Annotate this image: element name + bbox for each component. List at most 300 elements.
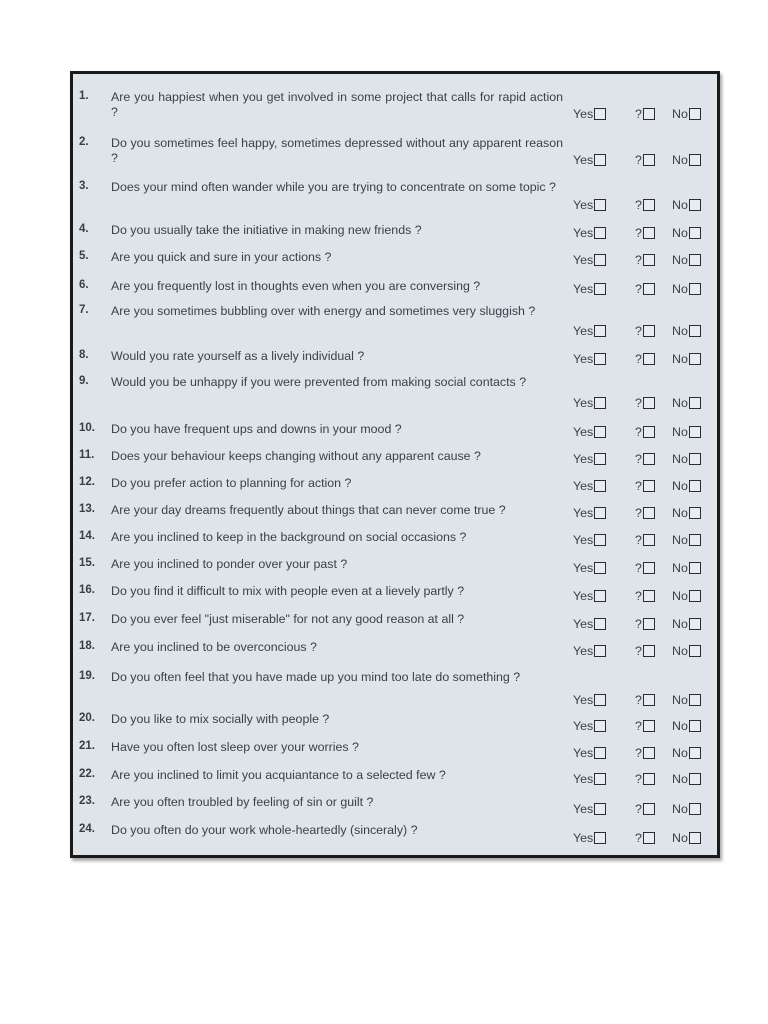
question-number: 8. bbox=[79, 349, 89, 361]
answer-yes[interactable] bbox=[573, 451, 606, 467]
answer-yes[interactable] bbox=[573, 616, 606, 632]
answer-unsure-label: ? bbox=[635, 282, 642, 296]
answer-unsure[interactable] bbox=[635, 718, 655, 734]
answer-yes-label: Yes bbox=[573, 324, 594, 338]
answer-no-label: No bbox=[672, 198, 688, 212]
question-row bbox=[73, 640, 717, 659]
question-text: Do you often do your work whole-heartedly (sinceraly) ? bbox=[111, 823, 418, 837]
answer-unsure-label: ? bbox=[635, 693, 642, 707]
answer-yes[interactable] bbox=[573, 532, 606, 548]
answer-yes[interactable] bbox=[573, 588, 606, 604]
question-number: 18. bbox=[79, 640, 95, 652]
answer-yes-checkbox[interactable] bbox=[594, 720, 606, 732]
question-text: Do you prefer action to planning for action ? bbox=[111, 476, 352, 490]
answer-unsure[interactable] bbox=[635, 351, 655, 367]
question-text: Do you usually take the initiative in making new friends ? bbox=[111, 223, 422, 237]
answer-unsure-label: ? bbox=[635, 746, 642, 760]
answer-unsure[interactable] bbox=[635, 424, 655, 440]
answer-options bbox=[573, 451, 717, 467]
question-number: 17. bbox=[79, 612, 95, 624]
answer-no-checkbox[interactable] bbox=[689, 773, 701, 785]
answer-unsure-label: ? bbox=[635, 719, 642, 733]
answer-no[interactable] bbox=[672, 424, 701, 440]
answer-unsure[interactable] bbox=[635, 323, 655, 339]
answer-yes-label: Yes bbox=[573, 533, 594, 547]
answer-unsure[interactable] bbox=[635, 692, 655, 708]
answer-options bbox=[573, 532, 717, 548]
answer-no-checkbox[interactable] bbox=[689, 397, 701, 409]
answer-yes-checkbox[interactable] bbox=[594, 353, 606, 365]
answer-yes[interactable] bbox=[573, 252, 606, 268]
answer-options bbox=[573, 395, 717, 411]
answer-no-checkbox[interactable] bbox=[689, 154, 701, 166]
answer-unsure-label: ? bbox=[635, 253, 642, 267]
answer-options bbox=[573, 197, 717, 213]
answer-unsure-label: ? bbox=[635, 479, 642, 493]
question-text: Does your mind often wander while you are trying to concentrate on some topic ? bbox=[111, 180, 556, 194]
answer-yes-label: Yes bbox=[573, 452, 594, 466]
answer-yes-checkbox[interactable] bbox=[594, 694, 606, 706]
answer-no-checkbox[interactable] bbox=[689, 325, 701, 337]
question-row bbox=[73, 584, 717, 604]
answer-options bbox=[573, 801, 717, 817]
question-row bbox=[73, 422, 717, 440]
question-row bbox=[73, 476, 717, 494]
answer-options bbox=[573, 424, 717, 440]
answer-no[interactable] bbox=[672, 323, 701, 339]
answer-no-checkbox[interactable] bbox=[689, 283, 701, 295]
answer-yes-label: Yes bbox=[573, 719, 594, 733]
answer-no-checkbox[interactable] bbox=[689, 507, 701, 519]
answer-yes-checkbox[interactable] bbox=[594, 832, 606, 844]
answer-no-label: No bbox=[672, 802, 688, 816]
answer-options bbox=[573, 588, 717, 604]
answer-no[interactable] bbox=[672, 106, 701, 122]
question-text: Are you inclined to limit you acquiantance to a selected few ? bbox=[111, 768, 446, 782]
answer-unsure-label: ? bbox=[635, 831, 642, 845]
answer-yes-label: Yes bbox=[573, 226, 594, 240]
answer-unsure-checkbox[interactable] bbox=[643, 534, 655, 546]
answer-yes[interactable] bbox=[573, 424, 606, 440]
answer-yes[interactable] bbox=[573, 106, 606, 122]
question-number: 22. bbox=[79, 768, 95, 780]
answer-options bbox=[573, 718, 717, 734]
answer-no-checkbox[interactable] bbox=[689, 803, 701, 815]
answer-yes-checkbox[interactable] bbox=[594, 426, 606, 438]
answer-no[interactable] bbox=[672, 395, 701, 411]
answer-no-label: No bbox=[672, 533, 688, 547]
answer-options bbox=[573, 745, 717, 761]
answer-no[interactable] bbox=[672, 225, 701, 241]
answer-yes[interactable] bbox=[573, 152, 606, 168]
answer-unsure-label: ? bbox=[635, 644, 642, 658]
answer-yes-checkbox[interactable] bbox=[594, 618, 606, 630]
answer-yes-checkbox[interactable] bbox=[594, 803, 606, 815]
answer-no[interactable] bbox=[672, 718, 701, 734]
question-text: Are you quick and sure in your actions ? bbox=[111, 250, 332, 264]
answer-unsure[interactable] bbox=[635, 643, 655, 659]
answer-no-label: No bbox=[672, 153, 688, 167]
answer-unsure-checkbox[interactable] bbox=[643, 108, 655, 120]
answer-no-checkbox[interactable] bbox=[689, 199, 701, 211]
answer-yes-checkbox[interactable] bbox=[594, 227, 606, 239]
question-row bbox=[73, 279, 717, 297]
answer-unsure-checkbox[interactable] bbox=[643, 720, 655, 732]
answer-yes[interactable] bbox=[573, 225, 606, 241]
answer-unsure[interactable] bbox=[635, 745, 655, 761]
answer-unsure[interactable] bbox=[635, 505, 655, 521]
answer-no[interactable] bbox=[672, 505, 701, 521]
answer-unsure[interactable] bbox=[635, 478, 655, 494]
answer-yes[interactable] bbox=[573, 197, 606, 213]
answer-unsure[interactable] bbox=[635, 616, 655, 632]
question-number: 7. bbox=[79, 304, 89, 316]
answer-unsure[interactable] bbox=[635, 830, 655, 846]
answer-unsure[interactable] bbox=[635, 588, 655, 604]
answer-yes-label: Yes bbox=[573, 425, 594, 439]
question-row bbox=[73, 375, 717, 411]
question-row bbox=[73, 449, 717, 467]
answer-no-checkbox[interactable] bbox=[689, 694, 701, 706]
answer-unsure-label: ? bbox=[635, 198, 642, 212]
answer-no[interactable] bbox=[672, 152, 701, 168]
answer-no-checkbox[interactable] bbox=[689, 645, 701, 657]
answer-yes[interactable] bbox=[573, 830, 606, 846]
answer-unsure-checkbox[interactable] bbox=[643, 199, 655, 211]
question-number: 13. bbox=[79, 503, 95, 515]
answer-yes-checkbox[interactable] bbox=[594, 108, 606, 120]
answer-unsure-label: ? bbox=[635, 533, 642, 547]
question-number: 6. bbox=[79, 279, 89, 291]
answer-no[interactable] bbox=[672, 252, 701, 268]
answer-unsure-checkbox[interactable] bbox=[643, 254, 655, 266]
answer-no-label: No bbox=[672, 425, 688, 439]
answer-unsure-label: ? bbox=[635, 107, 642, 121]
answer-no-checkbox[interactable] bbox=[689, 254, 701, 266]
answer-unsure-label: ? bbox=[635, 589, 642, 603]
question-number: 14. bbox=[79, 530, 95, 542]
answer-yes[interactable] bbox=[573, 643, 606, 659]
answer-unsure-label: ? bbox=[635, 561, 642, 575]
question-row bbox=[73, 136, 717, 168]
question-number: 11. bbox=[79, 449, 95, 461]
answer-yes[interactable] bbox=[573, 692, 606, 708]
answer-unsure[interactable] bbox=[635, 395, 655, 411]
answer-no-checkbox[interactable] bbox=[689, 720, 701, 732]
answer-no[interactable] bbox=[672, 801, 701, 817]
question-text: Do you often feel that you have made up you mind too late do something ? bbox=[111, 670, 521, 684]
answer-no[interactable] bbox=[672, 616, 701, 632]
answer-yes-checkbox[interactable] bbox=[594, 773, 606, 785]
answer-no-label: No bbox=[672, 644, 688, 658]
question-number: 15. bbox=[79, 557, 95, 569]
answer-no-checkbox[interactable] bbox=[689, 618, 701, 630]
answer-unsure-label: ? bbox=[635, 226, 642, 240]
answer-no[interactable] bbox=[672, 692, 701, 708]
answer-unsure-checkbox[interactable] bbox=[643, 426, 655, 438]
answer-yes-checkbox[interactable] bbox=[594, 199, 606, 211]
answer-unsure-label: ? bbox=[635, 506, 642, 520]
answer-no-checkbox[interactable] bbox=[689, 227, 701, 239]
answer-unsure-checkbox[interactable] bbox=[643, 747, 655, 759]
answer-options bbox=[573, 252, 717, 268]
answer-no-checkbox[interactable] bbox=[689, 453, 701, 465]
question-row bbox=[73, 712, 717, 734]
answer-unsure-checkbox[interactable] bbox=[643, 154, 655, 166]
answer-yes-checkbox[interactable] bbox=[594, 325, 606, 337]
question-row bbox=[73, 612, 717, 632]
answer-no-checkbox[interactable] bbox=[689, 353, 701, 365]
question-row bbox=[73, 795, 717, 817]
answer-yes[interactable] bbox=[573, 351, 606, 367]
question-row bbox=[73, 557, 717, 576]
answer-unsure-label: ? bbox=[635, 425, 642, 439]
question-row bbox=[73, 670, 717, 708]
answer-no[interactable] bbox=[672, 560, 701, 576]
question-row bbox=[73, 349, 717, 367]
answer-no-label: No bbox=[672, 772, 688, 786]
answer-unsure-checkbox[interactable] bbox=[643, 353, 655, 365]
answer-no-label: No bbox=[672, 282, 688, 296]
answer-yes[interactable] bbox=[573, 281, 606, 297]
question-text: Do you have frequent ups and downs in your mood ? bbox=[111, 422, 402, 436]
answer-unsure[interactable] bbox=[635, 281, 655, 297]
question-number: 3. bbox=[79, 180, 89, 192]
answer-yes-label: Yes bbox=[573, 253, 594, 267]
answer-unsure-label: ? bbox=[635, 396, 642, 410]
answer-unsure-label: ? bbox=[635, 153, 642, 167]
answer-yes[interactable] bbox=[573, 771, 606, 787]
answer-yes-label: Yes bbox=[573, 153, 594, 167]
answer-unsure-label: ? bbox=[635, 617, 642, 631]
question-text: Do you ever feel "just miserable" for not any good reason at all ? bbox=[111, 612, 465, 626]
answer-unsure[interactable] bbox=[635, 252, 655, 268]
answer-yes-checkbox[interactable] bbox=[594, 397, 606, 409]
answer-no-checkbox[interactable] bbox=[689, 534, 701, 546]
answer-options bbox=[573, 560, 717, 576]
question-text: Do you sometimes feel happy, sometimes depressed without any apparent reason ? bbox=[111, 136, 563, 165]
answer-yes[interactable] bbox=[573, 718, 606, 734]
answer-yes-label: Yes bbox=[573, 479, 594, 493]
answer-no-checkbox[interactable] bbox=[689, 832, 701, 844]
answer-no-checkbox[interactable] bbox=[689, 562, 701, 574]
answer-no-checkbox[interactable] bbox=[689, 480, 701, 492]
answer-no-label: No bbox=[672, 352, 688, 366]
answer-unsure-label: ? bbox=[635, 324, 642, 338]
answer-options bbox=[573, 771, 717, 787]
answer-no[interactable] bbox=[672, 588, 701, 604]
answer-no-label: No bbox=[672, 831, 688, 845]
answer-unsure[interactable] bbox=[635, 197, 655, 213]
question-row bbox=[73, 530, 717, 548]
question-text: Have you often lost sleep over your worries ? bbox=[111, 740, 359, 754]
answer-unsure[interactable] bbox=[635, 225, 655, 241]
question-row bbox=[73, 90, 717, 122]
question-number: 19. bbox=[79, 670, 95, 682]
answer-yes-label: Yes bbox=[573, 802, 594, 816]
question-text: Are you inclined to keep in the background on social occasions ? bbox=[111, 530, 467, 544]
question-number: 4. bbox=[79, 223, 89, 235]
answer-yes[interactable] bbox=[573, 395, 606, 411]
answer-yes-label: Yes bbox=[573, 561, 594, 575]
answer-no[interactable] bbox=[672, 643, 701, 659]
question-row bbox=[73, 304, 717, 339]
answer-unsure-label: ? bbox=[635, 802, 642, 816]
answer-no-label: No bbox=[672, 452, 688, 466]
answer-yes-checkbox[interactable] bbox=[594, 562, 606, 574]
question-text: Are you frequently lost in thoughts even when you are conversing ? bbox=[111, 279, 481, 293]
question-number: 12. bbox=[79, 476, 95, 488]
question-number: 16. bbox=[79, 584, 95, 596]
answer-options bbox=[573, 505, 717, 521]
answer-yes[interactable] bbox=[573, 801, 606, 817]
answer-unsure-checkbox[interactable] bbox=[643, 590, 655, 602]
answer-unsure[interactable] bbox=[635, 771, 655, 787]
question-row bbox=[73, 503, 717, 521]
answer-unsure-checkbox[interactable] bbox=[643, 397, 655, 409]
answer-unsure-checkbox[interactable] bbox=[643, 453, 655, 465]
answer-no-label: No bbox=[672, 617, 688, 631]
answer-no-label: No bbox=[672, 506, 688, 520]
answer-no-label: No bbox=[672, 479, 688, 493]
question-number: 9. bbox=[79, 375, 89, 387]
answer-options bbox=[573, 281, 717, 297]
answer-yes-label: Yes bbox=[573, 396, 594, 410]
answer-yes[interactable] bbox=[573, 745, 606, 761]
answer-unsure[interactable] bbox=[635, 801, 655, 817]
answer-unsure-label: ? bbox=[635, 352, 642, 366]
question-number: 24. bbox=[79, 823, 95, 835]
answer-no-checkbox[interactable] bbox=[689, 590, 701, 602]
answer-yes-checkbox[interactable] bbox=[594, 283, 606, 295]
answer-yes[interactable] bbox=[573, 323, 606, 339]
answer-yes-label: Yes bbox=[573, 198, 594, 212]
answer-no[interactable] bbox=[672, 830, 701, 846]
answer-unsure-checkbox[interactable] bbox=[643, 480, 655, 492]
question-text: Would you rate yourself as a lively individual ? bbox=[111, 349, 365, 363]
answer-no[interactable] bbox=[672, 745, 701, 761]
answer-yes-checkbox[interactable] bbox=[594, 590, 606, 602]
answer-unsure-checkbox[interactable] bbox=[643, 773, 655, 785]
question-text: Would you be unhappy if you were prevented from making social contacts ? bbox=[111, 375, 527, 389]
answer-no[interactable] bbox=[672, 351, 701, 367]
question-text: Does your behaviour keeps changing without any apparent cause ? bbox=[111, 449, 481, 463]
answer-no-label: No bbox=[672, 561, 688, 575]
answer-options bbox=[573, 351, 717, 367]
question-row bbox=[73, 768, 717, 787]
answer-yes-label: Yes bbox=[573, 506, 594, 520]
answer-no-label: No bbox=[672, 396, 688, 410]
answer-unsure-checkbox[interactable] bbox=[643, 694, 655, 706]
answer-yes-label: Yes bbox=[573, 644, 594, 658]
answer-unsure-checkbox[interactable] bbox=[643, 283, 655, 295]
answer-yes-checkbox[interactable] bbox=[594, 480, 606, 492]
answer-unsure-label: ? bbox=[635, 452, 642, 466]
answer-unsure-checkbox[interactable] bbox=[643, 803, 655, 815]
question-text: Are you happiest when you get involved in some project that calls for rapid action ? bbox=[111, 90, 563, 119]
answer-options bbox=[573, 152, 717, 168]
question-number: 5. bbox=[79, 250, 89, 262]
answer-yes[interactable] bbox=[573, 505, 606, 521]
answer-unsure-label: ? bbox=[635, 772, 642, 786]
answer-options bbox=[573, 616, 717, 632]
answer-options bbox=[573, 106, 717, 122]
answer-no-label: No bbox=[672, 719, 688, 733]
answer-options bbox=[573, 225, 717, 241]
answer-no-checkbox[interactable] bbox=[689, 108, 701, 120]
answer-no[interactable] bbox=[672, 281, 701, 297]
answer-no[interactable] bbox=[672, 532, 701, 548]
answer-yes-label: Yes bbox=[573, 693, 594, 707]
question-row bbox=[73, 740, 717, 761]
answer-options bbox=[573, 643, 717, 659]
answer-unsure[interactable] bbox=[635, 532, 655, 548]
answer-no-checkbox[interactable] bbox=[689, 426, 701, 438]
answer-unsure-checkbox[interactable] bbox=[643, 832, 655, 844]
question-text: Are you inclined to ponder over your past ? bbox=[111, 557, 348, 571]
answer-no[interactable] bbox=[672, 197, 701, 213]
answer-unsure-checkbox[interactable] bbox=[643, 618, 655, 630]
question-number: 23. bbox=[79, 795, 95, 807]
answer-yes[interactable] bbox=[573, 560, 606, 576]
answer-yes-checkbox[interactable] bbox=[594, 254, 606, 266]
answer-yes-label: Yes bbox=[573, 282, 594, 296]
answer-yes-checkbox[interactable] bbox=[594, 507, 606, 519]
question-text: Are you often troubled by feeling of sin or guilt ? bbox=[111, 795, 374, 809]
answer-unsure-checkbox[interactable] bbox=[643, 325, 655, 337]
answer-yes-label: Yes bbox=[573, 831, 594, 845]
answer-no-label: No bbox=[672, 226, 688, 240]
answer-no-checkbox[interactable] bbox=[689, 747, 701, 759]
answer-options bbox=[573, 692, 717, 708]
answer-unsure-checkbox[interactable] bbox=[643, 645, 655, 657]
answer-unsure[interactable] bbox=[635, 451, 655, 467]
answer-yes-checkbox[interactable] bbox=[594, 645, 606, 657]
answer-options bbox=[573, 478, 717, 494]
question-text: Are you inclined to be overconcious ? bbox=[111, 640, 317, 654]
answer-yes-checkbox[interactable] bbox=[594, 747, 606, 759]
answer-no-label: No bbox=[672, 589, 688, 603]
answer-no-label: No bbox=[672, 324, 688, 338]
question-row bbox=[73, 823, 717, 846]
question-row bbox=[73, 223, 717, 241]
answer-unsure[interactable] bbox=[635, 152, 655, 168]
questionnaire-sheet bbox=[70, 71, 720, 858]
answer-yes-label: Yes bbox=[573, 589, 594, 603]
answer-no-label: No bbox=[672, 253, 688, 267]
answer-no-label: No bbox=[672, 746, 688, 760]
answer-no-label: No bbox=[672, 107, 688, 121]
question-number: 2. bbox=[79, 136, 89, 148]
answer-unsure-checkbox[interactable] bbox=[643, 562, 655, 574]
question-number: 10. bbox=[79, 422, 95, 434]
answer-unsure-checkbox[interactable] bbox=[643, 227, 655, 239]
question-number: 21. bbox=[79, 740, 95, 752]
answer-unsure[interactable] bbox=[635, 560, 655, 576]
question-row bbox=[73, 250, 717, 268]
question-text: Do you like to mix socially with people ? bbox=[111, 712, 330, 726]
answer-unsure[interactable] bbox=[635, 106, 655, 122]
answer-yes-checkbox[interactable] bbox=[594, 453, 606, 465]
answer-no[interactable] bbox=[672, 771, 701, 787]
answer-no[interactable] bbox=[672, 478, 701, 494]
answer-yes-checkbox[interactable] bbox=[594, 154, 606, 166]
answer-no[interactable] bbox=[672, 451, 701, 467]
answer-yes-checkbox[interactable] bbox=[594, 534, 606, 546]
answer-options bbox=[573, 323, 717, 339]
answer-unsure-checkbox[interactable] bbox=[643, 507, 655, 519]
answer-yes[interactable] bbox=[573, 478, 606, 494]
